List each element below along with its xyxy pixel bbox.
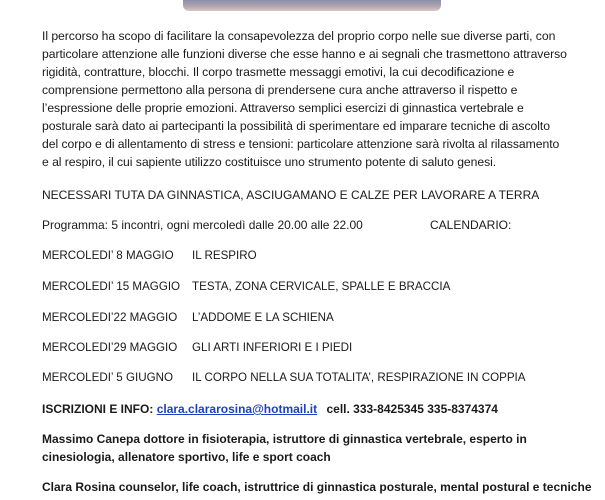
schedule-topic: IL CORPO NELLA SUA TOTALITA’, RESPIRAZIONE IN COPPIA bbox=[192, 371, 526, 384]
schedule-topic: TESTA, ZONA CERVICALE, SPALLE E BRACCIA bbox=[192, 280, 451, 293]
schedule-date: MERCOLEDI’ 15 MAGGIO bbox=[42, 280, 181, 293]
intro-line: Il percorso ha scopo di facilitare la consapevolezza del proprio corpo nelle sue diverse parti, con bbox=[42, 29, 556, 43]
intro-line: del corpo e di allentamento di stress e tensioni: particolare attenzione sarà rivolta al rilassamento bbox=[42, 137, 560, 151]
intro-line: posturale sarà dato ai partecipanti la possibilità di sperimentare ed imparare tecniche di ascolto bbox=[42, 119, 550, 133]
schedule-row bbox=[42, 280, 451, 293]
intro-line: e al respiro, il cui sapiente utilizzo costituisce uno strumento potente di saluto genesi. bbox=[42, 155, 497, 169]
schedule-date: MERCOLEDI’29 MAGGIO bbox=[42, 341, 178, 354]
email-link[interactable]: clara.clararosina@hotmail.it bbox=[156, 402, 318, 416]
contact-line bbox=[42, 402, 498, 416]
schedule-date: MERCOLEDI’ 8 MAGGIO bbox=[42, 249, 174, 262]
schedule-date: MERCOLEDI’ 5 GIUGNO bbox=[42, 371, 173, 384]
bio-canepa-line: cinesiologia, allenatore sportivo, life e sport coach bbox=[42, 450, 331, 464]
schedule-topic: L’ADDOME E LA SCHIENA bbox=[192, 311, 334, 324]
contact-label: ISCRIZIONI E INFO: bbox=[42, 402, 154, 416]
intro-line: l’espressione delle proprie emozioni. Attraverso semplici esercizi di ginnastica vertebrale e bbox=[42, 101, 524, 115]
schedule-topic: IL RESPIRO bbox=[192, 249, 257, 262]
schedule-row bbox=[42, 249, 257, 262]
schedule-topic: GLI ARTI INFERIORI E I PIEDI bbox=[192, 341, 353, 354]
schedule-row bbox=[42, 371, 526, 384]
phone-numbers: cell. 333-8425345 335-8374374 bbox=[326, 402, 498, 416]
schedule-row bbox=[42, 311, 334, 324]
requirements-text: NECESSARI TUTA DA GINNASTICA, ASCIUGAMANO E CALZE PER LAVORARE A TERRA bbox=[42, 188, 540, 202]
schedule-row bbox=[42, 341, 353, 354]
intro-line: particolare attenzione alle funzioni diverse che esse hanno e ai segnali che trasmettono attraverso bbox=[42, 47, 567, 61]
intro-line: rigidità, contratture, blocchi. Il corpo trasmette messaggi emotivi, la cui decodificazione e bbox=[42, 65, 515, 79]
calendar-label: CALENDARIO: bbox=[430, 218, 512, 232]
programme-line bbox=[42, 218, 562, 232]
bio-rosina-line: Clara Rosina counselor, life coach, istruttrice di ginnastica posturale, mental postural e tecniche bbox=[42, 480, 592, 494]
header-photo bbox=[183, 0, 441, 11]
intro-paragraph bbox=[42, 27, 602, 171]
bio-canepa-line: Massimo Canepa dottore in fisioterapia, istruttore di ginnastica vertebrale, esperto in bbox=[42, 432, 527, 446]
programme-text: Programma: 5 incontri, ogni mercoledì dalle 20.00 alle 22.00 bbox=[42, 218, 363, 232]
intro-line: comprensione permettono alla persona di prendersene cura anche attraverso il rispetto e bbox=[42, 83, 518, 97]
schedule-date: MERCOLEDI’22 MAGGIO bbox=[42, 311, 178, 324]
